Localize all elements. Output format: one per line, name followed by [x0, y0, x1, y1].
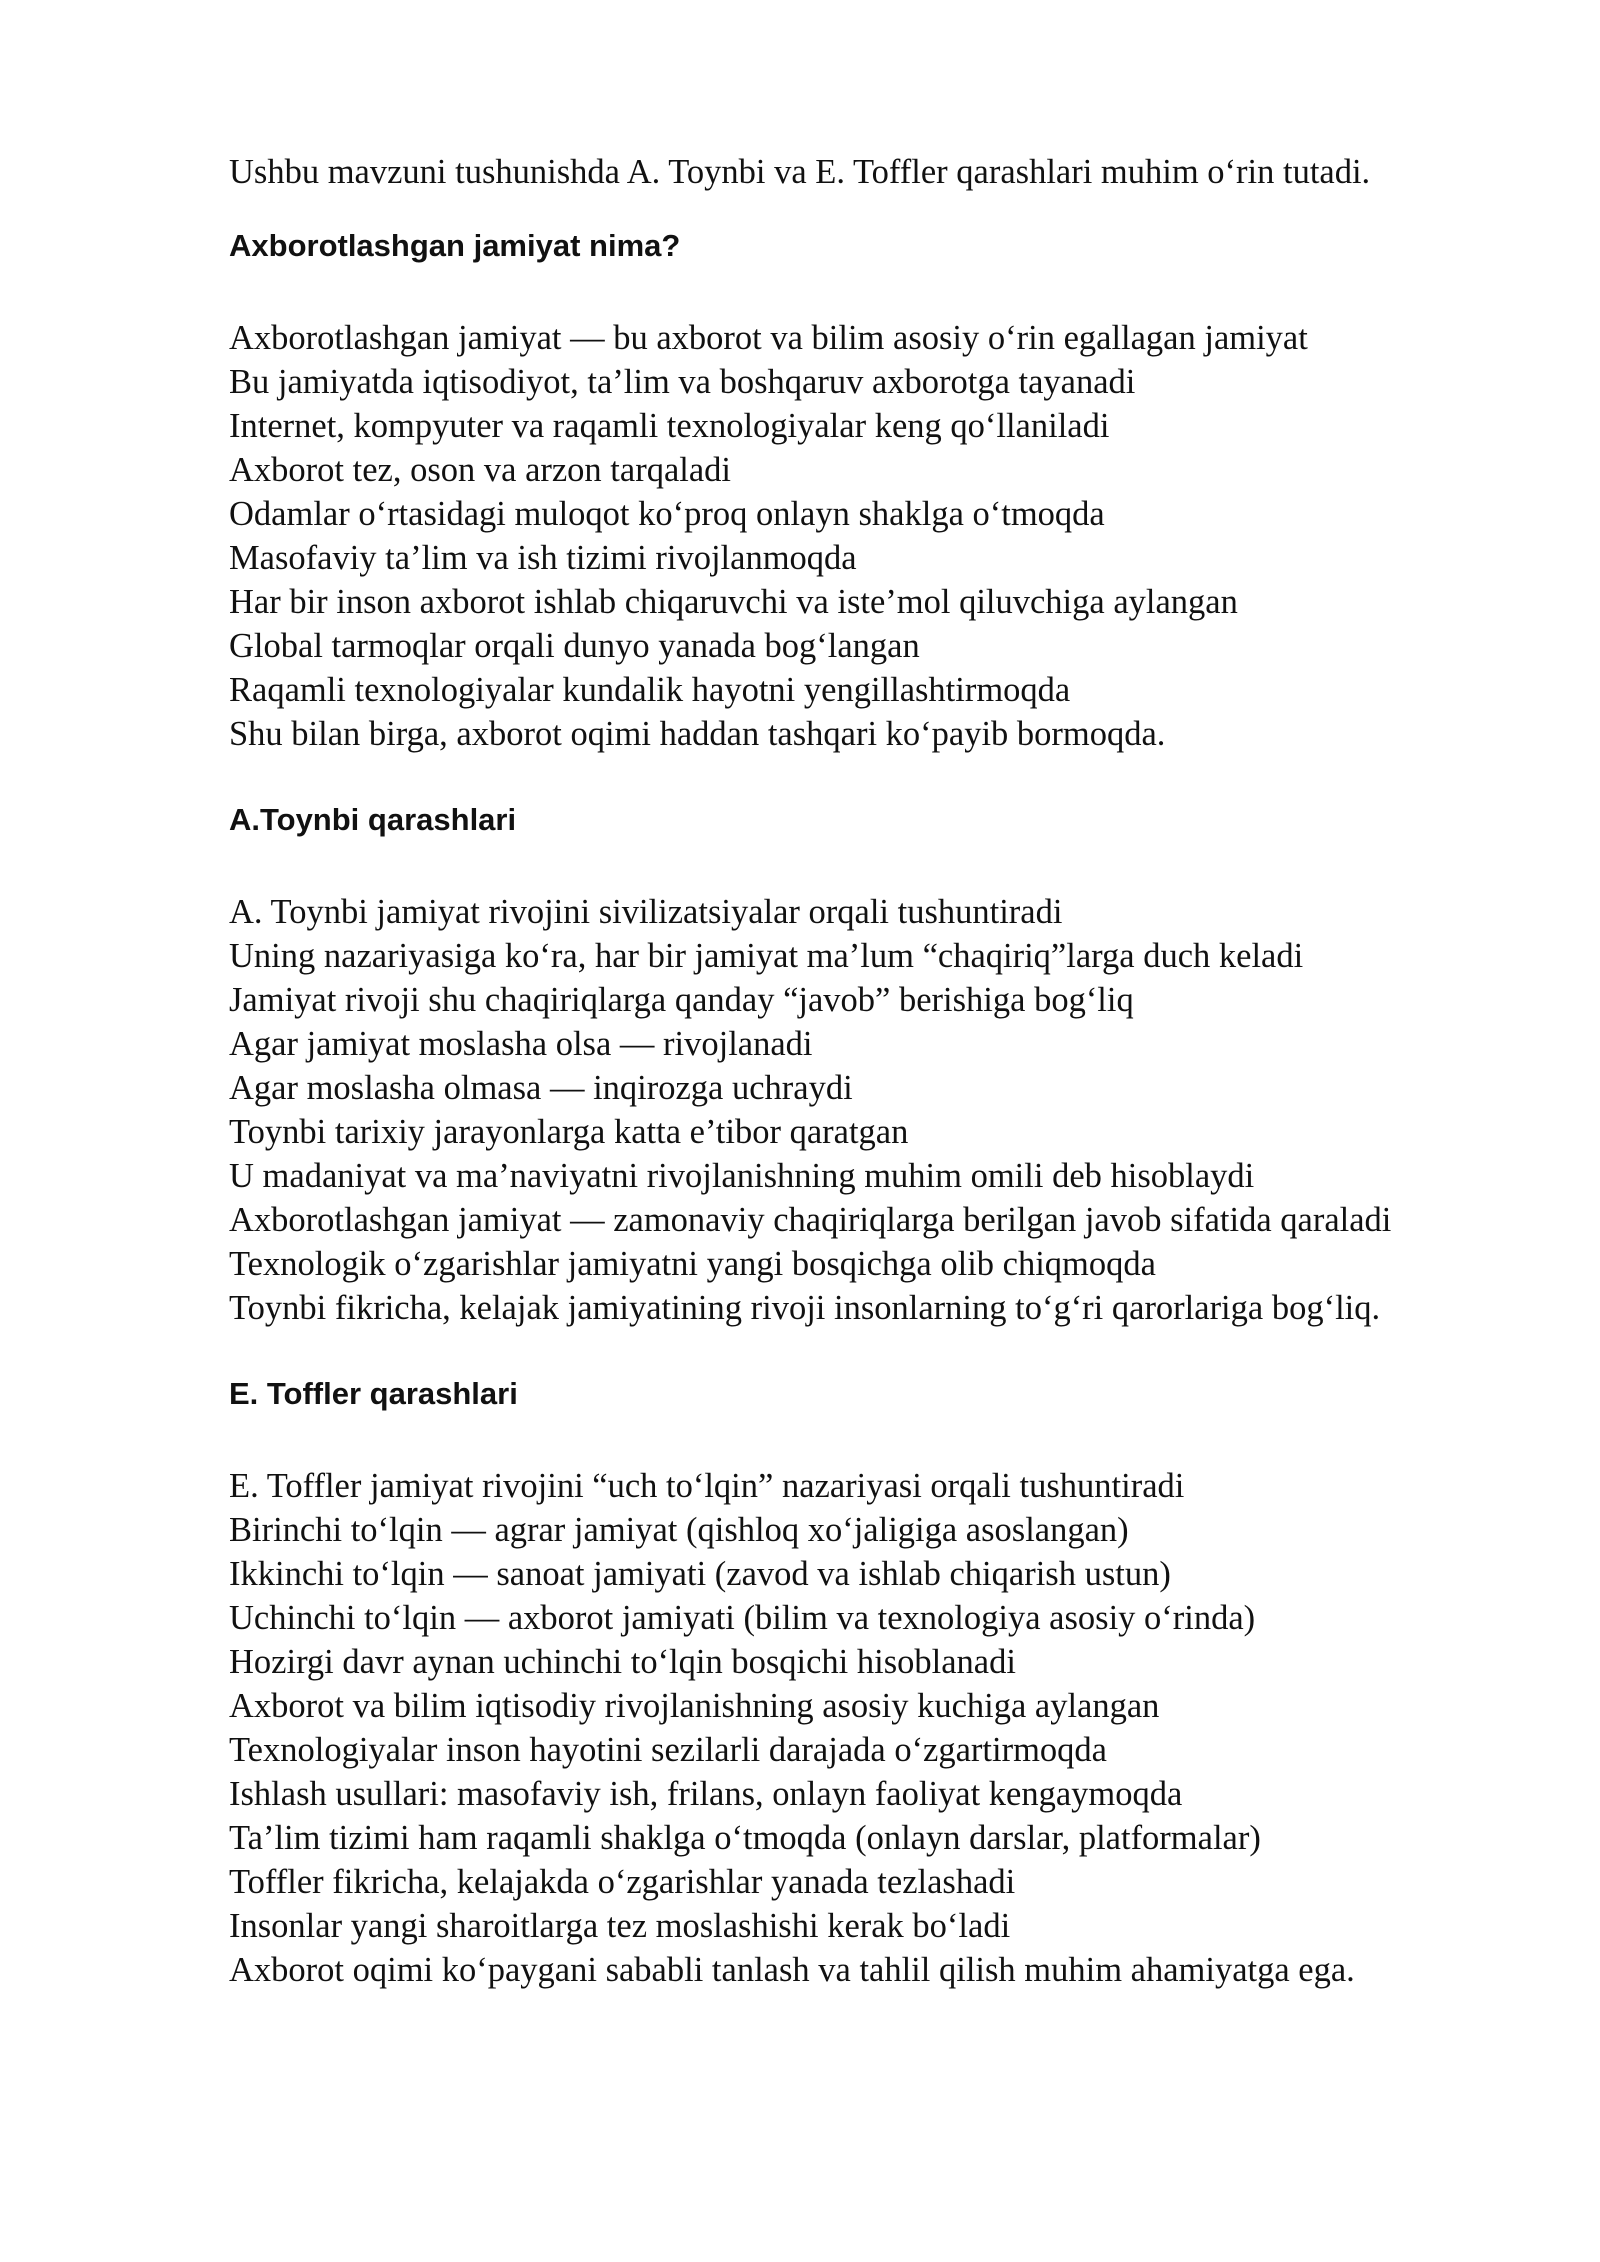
text-line: Har bir inson axborot ishlab chiqaruvchi va iste’mol qiluvchiga aylangan — [229, 583, 1238, 621]
text-line: Texnologik o‘zgarishlar jamiyatni yangi bosqichga olib chiqmoqda — [229, 1245, 1156, 1283]
text-line: Ishlash usullari: masofaviy ish, frilans, onlayn faoliyat kengaymoqda — [229, 1775, 1183, 1813]
text-line: Odamlar o‘rtasidagi muloqot ko‘proq onlayn shaklga o‘tmoqda — [229, 495, 1105, 533]
text-line: Axborot va bilim iqtisodiy rivojlanishning asosiy kuchiga aylangan — [229, 1687, 1160, 1725]
section-heading-toffler: E. Toffler qarashlari — [229, 1376, 518, 1411]
text-line: Toynbi tarixiy jarayonlarga katta e’tibor qaratgan — [229, 1113, 909, 1151]
spacer — [229, 756, 1493, 798]
text-line: Texnologiyalar inson hayotini sezilarli darajada o‘zgartirmoqda — [229, 1731, 1107, 1769]
text-line: Global tarmoqlar orqali dunyo yanada bog‘langan — [229, 627, 920, 665]
text-line: Axborot oqimi ko‘paygani sababli tanlash va tahlil qilish muhim ahamiyatga ega. — [229, 1951, 1355, 1989]
spacer — [229, 1416, 1493, 1464]
intro-paragraph: Ushbu mavzuni tushunishda A. Toynbi va E. Toffler qarashlari muhim o‘rin tutadi. — [229, 153, 1371, 191]
spacer — [229, 842, 1493, 890]
text-line: Hozirgi davr aynan uchinchi to‘lqin bosqichi hisoblanadi — [229, 1643, 1016, 1681]
text-line: A. Toynbi jamiyat rivojini sivilizatsiyalar orqali tushuntiradi — [229, 893, 1063, 931]
text-line: Raqamli texnologiyalar kundalik hayotni yengillashtirmoqda — [229, 671, 1071, 709]
section-body-toffler — [229, 1464, 1493, 1992]
section-heading-information-society: Axborotlashgan jamiyat nima? — [229, 228, 681, 263]
text-line: Axborotlashgan jamiyat — zamonaviy chaqiriqlarga berilgan javob sifatida qaraladi — [229, 1201, 1392, 1239]
text-line: Agar jamiyat moslasha olsa — rivojlanadi — [229, 1025, 813, 1063]
document-page — [229, 150, 1493, 1992]
text-line: Bu jamiyatda iqtisodiyot, ta’lim va boshqaruv axborotga tayanadi — [229, 363, 1136, 401]
text-line: Axborot tez, oson va arzon tarqaladi — [229, 451, 731, 489]
text-line: Agar moslasha olmasa — inqirozga uchraydi — [229, 1069, 853, 1107]
text-line: E. Toffler jamiyat rivojini “uch to‘lqin” nazariyasi orqali tushuntiradi — [229, 1467, 1185, 1505]
text-line: Axborotlashgan jamiyat — bu axborot va bilim asosiy o‘rin egallagan jamiyat — [229, 319, 1308, 357]
text-line: Uning nazariyasiga ko‘ra, har bir jamiyat ma’lum “chaqiriq”larga duch keladi — [229, 937, 1304, 975]
section-body-information-society — [229, 316, 1493, 756]
text-line: Toynbi fikricha, kelajak jamiyatining rivoji insonlarning to‘g‘ri qarorlariga bog‘liq. — [229, 1289, 1381, 1327]
spacer — [229, 194, 1493, 224]
text-line: U madaniyat va ma’naviyatni rivojlanishning muhim omili deb hisoblaydi — [229, 1157, 1255, 1195]
text-line: Jamiyat rivoji shu chaqiriqlarga qanday “javob” berishiga bog‘liq — [229, 981, 1134, 1019]
text-line: Internet, kompyuter va raqamli texnologiyalar keng qo‘llaniladi — [229, 407, 1110, 445]
text-line: Uchinchi to‘lqin — axborot jamiyati (bilim va texnologiya asosiy o‘rinda) — [229, 1599, 1256, 1637]
text-line: Masofaviy ta’lim va ish tizimi rivojlanmoqda — [229, 539, 857, 577]
spacer — [229, 1330, 1493, 1372]
section-heading-toynbi: A.Toynbi qarashlari — [229, 802, 517, 837]
text-line: Ta’lim tizimi ham raqamli shaklga o‘tmoqda (onlayn darslar, platformalar) — [229, 1819, 1261, 1857]
text-line: Birinchi to‘lqin — agrar jamiyat (qishloq xo‘jaligiga asoslangan) — [229, 1511, 1129, 1549]
text-line: Shu bilan birga, axborot oqimi haddan tashqari ko‘payib bormoqda. — [229, 715, 1166, 753]
spacer — [229, 268, 1493, 316]
text-line: Toffler fikricha, kelajakda o‘zgarishlar yanada tezlashadi — [229, 1863, 1016, 1901]
text-line: Insonlar yangi sharoitlarga tez moslashishi kerak bo‘ladi — [229, 1907, 1011, 1945]
section-body-toynbi — [229, 890, 1493, 1330]
text-line: Ikkinchi to‘lqin — sanoat jamiyati (zavod va ishlab chiqarish ustun) — [229, 1555, 1171, 1593]
